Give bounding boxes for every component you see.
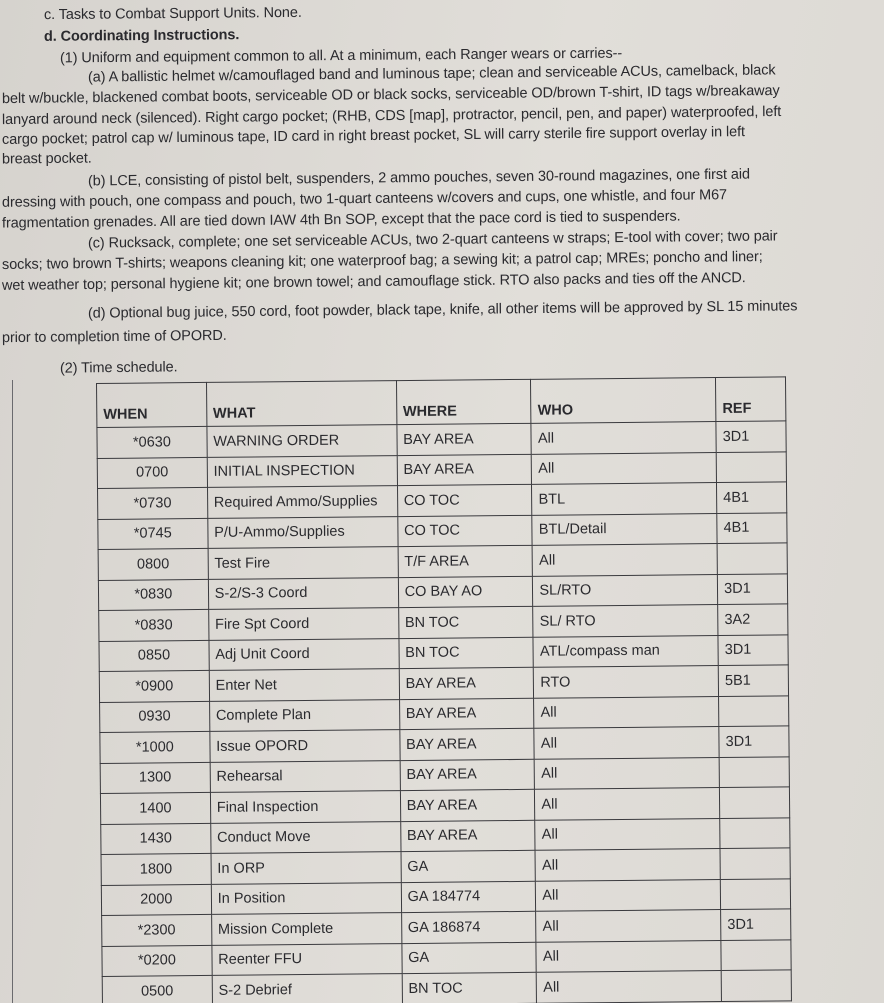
paragraph-d-line-2: prior to completion time of OPORD. xyxy=(1,327,227,347)
cell-what: INITIAL INSPECTION xyxy=(207,455,397,487)
cell-ref xyxy=(719,695,789,726)
cell-what: Enter Net xyxy=(209,669,399,701)
cell-when: 0800 xyxy=(98,548,208,580)
cell-who: All xyxy=(535,757,720,789)
cell-when: *1000 xyxy=(100,731,210,763)
cell-when: *0830 xyxy=(99,609,209,641)
cell-who: All xyxy=(536,879,721,911)
cell-where: CO TOC xyxy=(397,484,532,516)
paragraph-d-line-1: (d) Optional bug juice, 550 cord, foot powder, black tape, knife, all other items will be approved by SL 15 minutes xyxy=(87,298,798,322)
cell-when: 1400 xyxy=(100,792,210,824)
cell-what: Final Inspection xyxy=(210,791,400,823)
cell-when: 0930 xyxy=(100,701,210,733)
paragraph-d2: (2) Time schedule. xyxy=(59,359,178,377)
cell-what: Conduct Move xyxy=(210,821,400,853)
cell-what: Mission Complete xyxy=(211,913,401,945)
paragraph-a-line-3: lanyard around neck (silenced). Right cargo pocket; (RHB, CDS [map], protractor, pencil, pen, and paper) waterproofed, left xyxy=(1,103,782,129)
cell-when: *0630 xyxy=(97,426,207,458)
cell-where: CO BAY AO xyxy=(398,576,533,608)
cell-ref: 3A2 xyxy=(718,604,788,635)
cell-ref: 3D1 xyxy=(719,726,789,757)
cell-what: S-2/S-3 Coord xyxy=(208,577,398,609)
cell-what: Issue OPORD xyxy=(210,730,400,762)
cell-where: BAY AREA xyxy=(397,454,532,486)
cell-where: GA xyxy=(401,850,536,882)
cell-where: BN TOC xyxy=(399,637,534,669)
paragraph-c-line-1: (c) Rucksack, complete; one set serviceable ACUs, two 2-quart canteens w straps; E-tool with cover; two pair xyxy=(87,228,778,252)
header-where: WHERE xyxy=(396,379,531,424)
paragraph-c-line-2: socks; two brown T-shirts; weapons cleaning kit; one waterproof bag; a sewing kit; a patrol cap; MREs; poncho and liner; xyxy=(1,249,763,273)
paragraph-d-heading: d. Coordinating Instructions. xyxy=(43,27,240,45)
cell-who: RTO xyxy=(534,666,719,698)
cell-ref xyxy=(716,451,786,482)
cell-where: BAY AREA xyxy=(399,728,534,760)
cell-what: In ORP xyxy=(211,852,401,884)
cell-what: Reenter FFU xyxy=(212,943,402,975)
cell-where: BAY AREA xyxy=(400,789,535,821)
cell-what: Required Ammo/Supplies xyxy=(207,486,397,518)
cell-where: BAY AREA xyxy=(399,667,534,699)
cell-ref xyxy=(717,543,787,574)
header-what: WHAT xyxy=(206,381,396,427)
cell-who: All xyxy=(537,971,722,1003)
cell-where: GA 186874 xyxy=(401,911,536,943)
time-schedule-table-wrap xyxy=(96,383,884,1003)
header-ref: REF xyxy=(716,377,786,422)
cell-where: BN TOC xyxy=(402,972,537,1003)
cell-what: Rehearsal xyxy=(210,760,400,792)
paragraph-c-text: c. Tasks to Combat Support Units. None. xyxy=(43,4,302,24)
cell-who: All xyxy=(532,452,717,484)
cell-what: Complete Plan xyxy=(209,699,399,731)
paragraph-a-line-2: belt w/buckle, blackened combat boots, serviceable OD or black socks, serviceable OD/brown T-shirt, ID tags w/breakaway xyxy=(1,82,780,108)
paragraph-a-line-4: cargo pocket; patrol cap w/ luminous tape, ID card in right breast pocket, SL will carry sterile fire support overlay in left xyxy=(1,124,745,148)
cell-ref xyxy=(720,817,790,848)
table-header-row xyxy=(97,377,786,428)
cell-where: BAY AREA xyxy=(397,423,532,455)
cell-when: *0900 xyxy=(99,670,209,702)
cell-ref xyxy=(720,878,790,909)
cell-what: WARNING ORDER xyxy=(207,425,397,457)
cell-where: BAY AREA xyxy=(400,820,535,852)
cell-ref: 4B1 xyxy=(717,482,787,513)
cell-where: GA 184774 xyxy=(401,881,536,913)
cell-when: 0700 xyxy=(97,457,207,489)
cell-when: 1800 xyxy=(101,853,211,885)
cell-where: BAY AREA xyxy=(399,698,534,730)
cell-ref xyxy=(721,970,791,1001)
cell-who: All xyxy=(536,940,721,972)
cell-when: 1430 xyxy=(101,823,211,855)
cell-when: 1300 xyxy=(100,762,210,794)
cell-who: All xyxy=(536,910,721,942)
cell-where: T/F AREA xyxy=(398,545,533,577)
cell-when: *0200 xyxy=(102,945,212,977)
cell-when: *0730 xyxy=(98,487,208,519)
cell-ref xyxy=(720,848,790,879)
cell-when: *2300 xyxy=(102,914,212,946)
cell-where: BN TOC xyxy=(398,606,533,638)
cell-who: All xyxy=(535,788,720,820)
cell-what: Test Fire xyxy=(208,547,398,579)
header-who: WHO xyxy=(531,378,716,424)
cell-who: SL/RTO xyxy=(533,574,718,606)
table-row xyxy=(102,970,791,1003)
cell-when: *0830 xyxy=(98,579,208,611)
paragraph-d1: (1) Uniform and equipment common to all. At a minimum, each Ranger wears or carries-- xyxy=(59,45,623,67)
paragraph-b-line-3: fragmentation grenades. All are tied down IAW 4th Bn SOP, except that the pace cord is tied to suspenders. xyxy=(1,208,681,232)
cell-who: All xyxy=(535,849,720,881)
cell-who: BTL/Detail xyxy=(532,513,717,545)
cell-what: Fire Spt Coord xyxy=(208,608,398,640)
cell-who: All xyxy=(532,544,717,576)
cell-where: GA xyxy=(402,942,537,974)
cell-ref xyxy=(719,756,789,787)
cell-who: SL/ RTO xyxy=(533,605,718,637)
cell-where: BAY AREA xyxy=(400,759,535,791)
cell-where: CO TOC xyxy=(397,515,532,547)
cell-who: BTL xyxy=(532,483,717,515)
cell-what: S-2 Debrief xyxy=(212,974,402,1003)
paragraph-b-line-1: (b) LCE, consisting of pistol belt, suspenders, 2 ammo pouches, seven 30-round magazines, one first aid xyxy=(87,166,750,190)
cell-ref: 3D1 xyxy=(718,634,788,665)
time-schedule-table xyxy=(96,376,792,1003)
cell-ref: 3D1 xyxy=(716,421,786,452)
cell-when: 0500 xyxy=(102,975,212,1003)
cell-who: All xyxy=(534,727,719,759)
cell-ref: 4B1 xyxy=(717,512,787,543)
cell-who: All xyxy=(535,818,720,850)
cell-what: P/U-Ammo/Supplies xyxy=(208,516,398,548)
paragraph-b-line-2: dressing with pouch, one compass and pouch, two 1-quart canteens w/covers and cups, one whistle, and four M67 xyxy=(1,187,728,211)
cell-ref: 5B1 xyxy=(718,665,788,696)
cell-who: ATL/compass man xyxy=(533,635,718,667)
header-when: WHEN xyxy=(97,382,207,427)
cell-when: 2000 xyxy=(101,884,211,916)
cell-ref xyxy=(721,939,791,970)
cell-what: In Position xyxy=(211,882,401,914)
paragraph-c-line-3: wet weather top; personal hygiene kit; one brown towel; and camouflage stick. RTO also packs and ties off the ANCD. xyxy=(1,270,746,294)
cell-ref xyxy=(720,787,790,818)
page-edge-shadow xyxy=(12,380,13,1003)
cell-who: All xyxy=(531,422,716,454)
cell-when: 0850 xyxy=(99,640,209,672)
cell-what: Adj Unit Coord xyxy=(209,638,399,670)
cell-who: All xyxy=(534,696,719,728)
cell-ref: 3D1 xyxy=(721,909,791,940)
table-body xyxy=(97,421,792,1003)
paragraph-c xyxy=(44,5,302,24)
cell-ref: 3D1 xyxy=(717,573,787,604)
paragraph-a-line-1: (a) A ballistic helmet w/camouflaged band and luminous tape; clean and serviceable ACUs, camelback, black xyxy=(87,62,776,86)
cell-when: *0745 xyxy=(98,518,208,550)
paragraph-a-line-5: breast pocket. xyxy=(1,150,92,168)
